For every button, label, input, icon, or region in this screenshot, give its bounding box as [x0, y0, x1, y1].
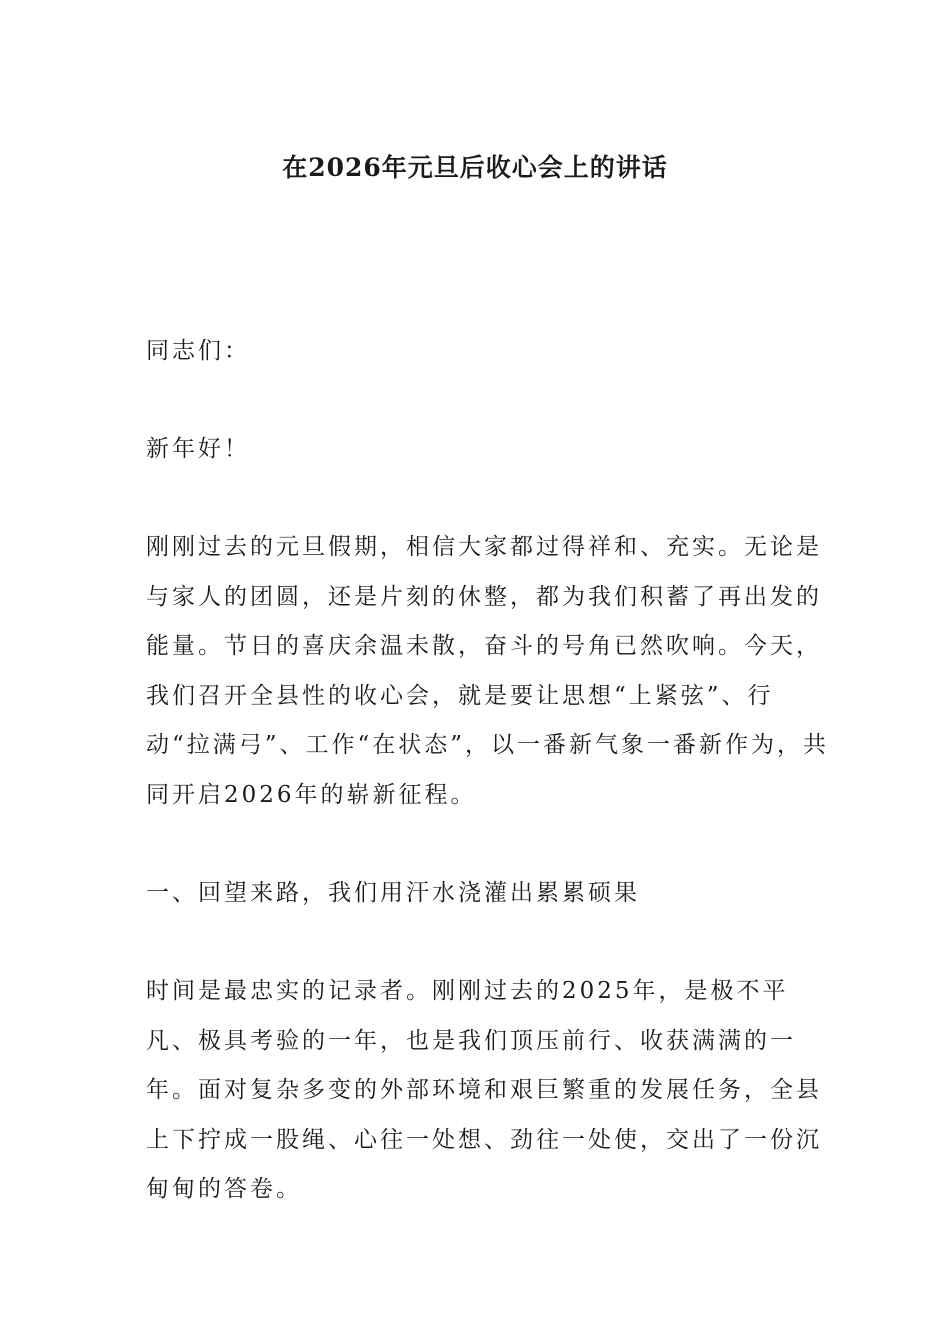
salutation: 同志们：	[146, 338, 250, 364]
section-heading-1: 一、回望来路，我们用汗水浇灌出累累硕果	[146, 880, 640, 906]
greeting: 新年好！	[146, 436, 250, 462]
paragraph-review: 时间是最忠实的记录者。刚刚过去的2025年，是极不平凡、极具考验的一年，也是我们顶压前行、收获满满的一年。面对复杂多变的外部环境和艰巨繁重的发展任务，全县上下拧成一股绳、心往一处想、劲往一处使，交出了一份沉甸甸的答卷。	[146, 978, 822, 1202]
document-title: 在2026年元旦后收心会上的讲话	[282, 153, 668, 182]
paragraph-intro: 刚刚过去的元旦假期，相信大家都过得祥和、充实。无论是与家人的团圆，还是片刻的休整，都为我们积蓄了再出发的能量。节日的喜庆余温未散，奋斗的号角已然吹响。今天，我们召开全县性的收心会，就是要让思想“上紧弦”、行动“拉满弓”、工作“在状态”，以一番新气象一番新作为，共同开启2026年的崭新征程。	[146, 534, 830, 808]
